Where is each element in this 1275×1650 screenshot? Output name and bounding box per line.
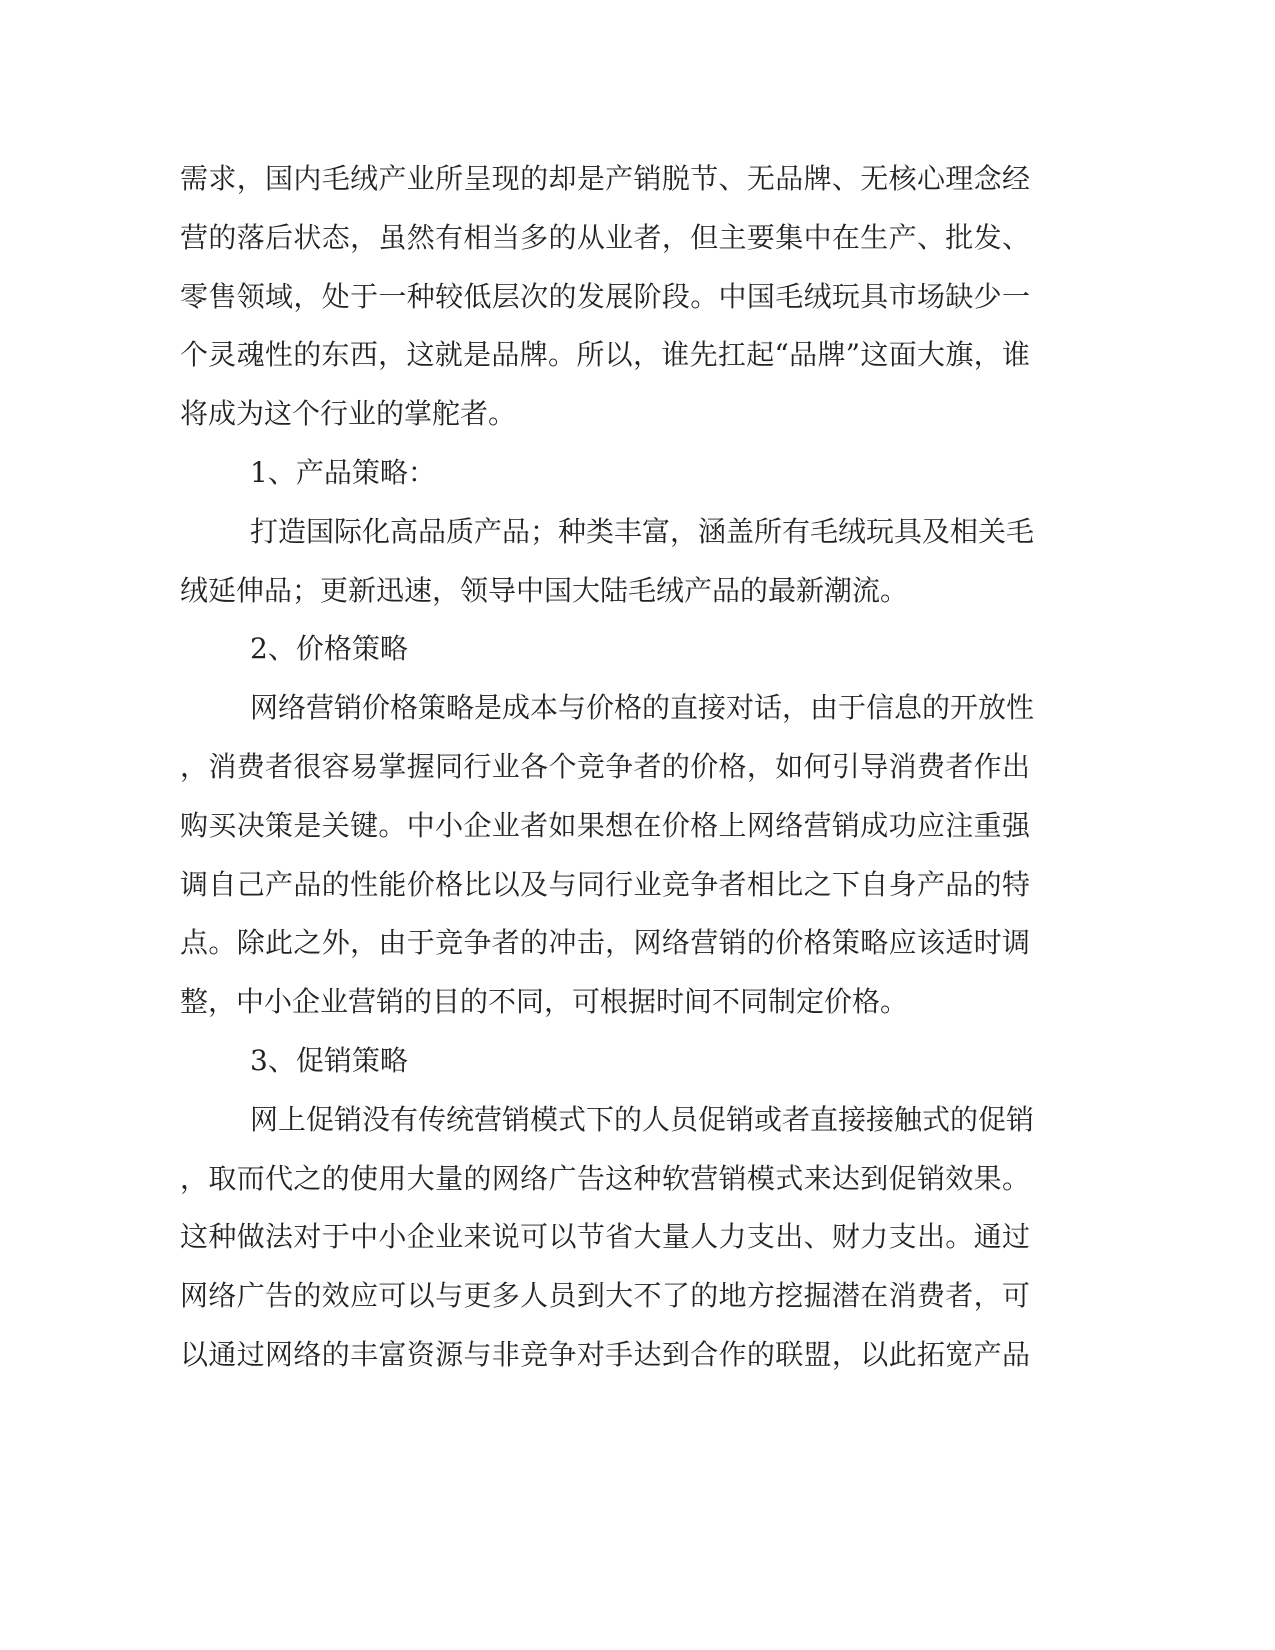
section-heading-product-strategy: 1、产品策略： — [250, 455, 436, 489]
text-line: 这种做法对于中小企业来说可以节省大量人力支出、财力支出。通过 — [180, 1220, 1030, 1254]
text-line: 网络广告的效应可以与更多人员到大不了的地方挖掘潜在消费者，可 — [180, 1279, 1030, 1313]
section-heading-price-strategy: 2、价格策略 — [250, 632, 408, 666]
text-line: 将成为这个行业的掌舵者。 — [180, 397, 517, 431]
text-line: 营的落后状态，虽然有相当多的从业者，但主要集中在生产、批发、 — [180, 220, 1030, 254]
text-line: 打造国际化高品质产品；种类丰富，涵盖所有毛绒玩具及相关毛 — [250, 514, 1035, 548]
text-line: 购买决策是关键。中小企业者如果想在价格上网络营销成功应注重强 — [180, 808, 1030, 842]
section-heading-promotion-strategy: 3、促销策略 — [250, 1043, 408, 1077]
text-line: 以通过网络的丰富资源与非竞争对手达到合作的联盟，以此拓宽产品 — [180, 1337, 1030, 1371]
text-line: 网络营销价格策略是成本与价格的直接对话，由于信息的开放性 — [250, 691, 1035, 725]
text-line: 绒延伸品；更新迅速，领导中国大陆毛绒产品的最新潮流。 — [180, 573, 909, 607]
text-line: 零售领域，处于一种较低层次的发展阶段。中国毛绒玩具市场缺少一 — [180, 279, 1030, 313]
text-line: 需求，国内毛绒产业所呈现的却是产销脱节、无品牌、无核心理念经 — [180, 162, 1030, 195]
text-line: 个灵魂性的东西，这就是品牌。所以，谁先扛起“品牌”这面大旗，谁 — [180, 338, 1030, 372]
text-line: 调自己产品的性能价格比以及与同行业竞争者相比之下自身产品的特 — [180, 867, 1030, 901]
text-line: ，取而代之的使用大量的网络广告这种软营销模式来达到促销效果。 — [180, 1161, 1030, 1195]
text-line: 网上促销没有传统营销模式下的人员促销或者直接接触式的促销 — [250, 1102, 1035, 1136]
text-line: ，消费者很容易掌握同行业各个竞争者的价格，如何引导消费者作出 — [180, 749, 1030, 783]
text-line: 点。除此之外，由于竞争者的冲击，网络营销的价格策略应该适时调 — [180, 926, 1030, 960]
text-line: 整，中小企业营销的目的不同，可根据时间不同制定价格。 — [180, 985, 909, 1019]
body-text — [180, 150, 1035, 1385]
